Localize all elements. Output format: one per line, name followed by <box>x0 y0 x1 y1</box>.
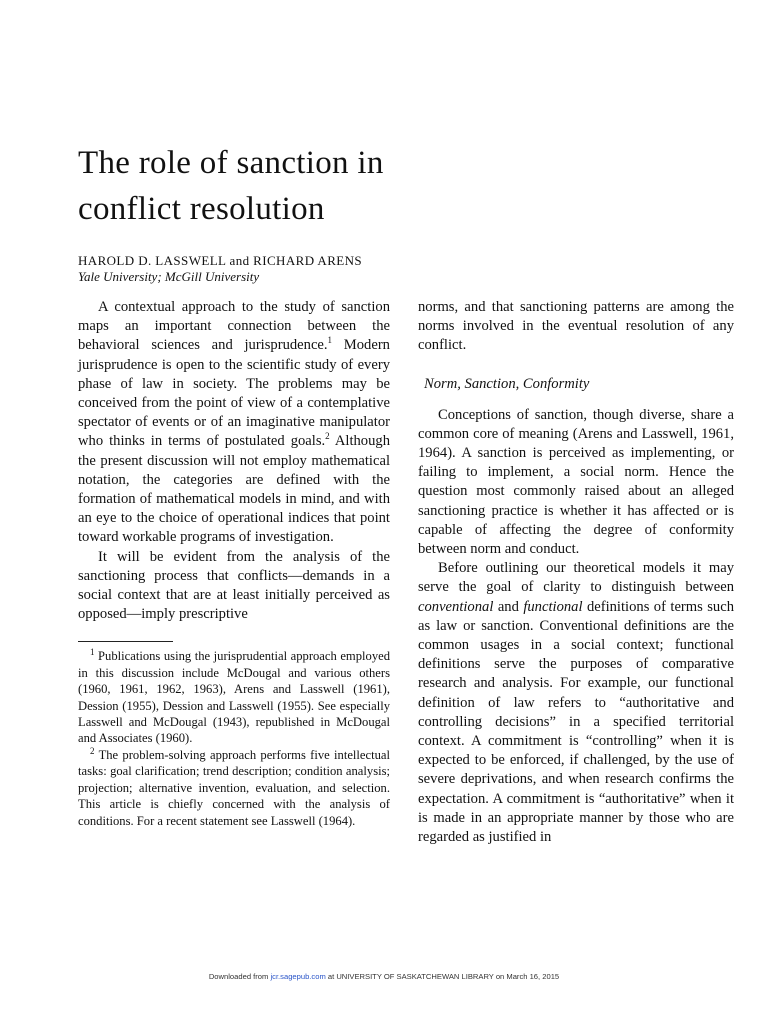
paragraph-continued: norms, and that sanctioning patterns are among the norms involved in the eventual resolution of any conflict. <box>418 299 734 354</box>
footnote-2-mark: 2 <box>90 745 95 756</box>
paragraph-conflicts: It will be evident from the analysis of the sanctioning process that conflicts—demands in a social context that are at least initially perceived as opposed—imply prescriptive <box>78 548 390 623</box>
footnote-divider <box>78 641 173 642</box>
title-line-1: The role of sanction in <box>78 145 384 181</box>
left-column <box>78 298 390 829</box>
paragraph-definitions <box>418 559 734 847</box>
footnote-ref-1: 1 <box>327 335 333 346</box>
intro-text-c: Although the present discussion will not employ mathematical notation, the categories are defined with the formation of mathematical models in mind, and with an eye to the choice of operational indices that point toward workable programs of investigation. <box>78 433 390 546</box>
footnote-ref-2: 2 <box>325 431 330 442</box>
article-title <box>78 140 698 232</box>
paragraph-conceptions: Conceptions of sanction, though diverse, share a common core of meaning (Arens and Lasswell, 1961, 1964). A sanction is perceived as implementing, or failing to implement, a social norm. Hence the question most commonly raised about an alleged sanctioning practice is whether it has affected or is capable of affecting the degree of conformity between norm and conduct. <box>418 406 734 558</box>
footnote-2-text: The problem-solving approach performs five intellectual tasks: goal clarification; trend description; condition analysis; projection; alternative invention, evaluation, and selection. This article is chiefly concerned with the analysis of conditions. For a recent statement see Lasswell (1964). <box>78 747 390 828</box>
intro-text-a: A contextual approach to the study of sanction maps an important connection between the behavioral sciences and jurisprudence. <box>78 299 390 354</box>
footnote-1-mark: 1 <box>90 647 95 658</box>
footer-link[interactable]: jcr.sagepub.com <box>270 972 326 981</box>
footnote-2 <box>78 747 390 829</box>
title-line-2: conflict resolution <box>78 191 325 227</box>
section-heading: Norm, Sanction, Conformity <box>424 375 590 392</box>
intro-text-b: Modern jurisprudence is open to the scientific study of every phase of law in society. The problems may be conceived from the point of view of a contemplative spectator of events or of an imaginative manipulator who thinks in terms of postulated goals. <box>78 337 390 450</box>
author-affiliation: Yale University; McGill University <box>78 269 260 284</box>
footnote-1-text: Publications using the jurisprudential approach employed in this discussion include McDougal and various others (1960, 1961, 1962, 1963), Arens and Lasswell (1961), Dession (1955), Dession and Lasswell (1955). See especially Lasswell and McDougal (1943), republished in McDougal and Associates (1960). <box>78 649 390 746</box>
download-footer <box>0 972 768 981</box>
definitions-text-a: Before outlining our theoretical models it may serve the goal of clarity to distinguish between <box>418 560 734 596</box>
footer-prefix: Downloaded from <box>208 972 271 981</box>
author-names: HAROLD D. LASSWELL and RICHARD ARENS <box>78 253 363 268</box>
footnote-1 <box>78 648 390 746</box>
footer-suffix: at UNIVERSITY OF SASKATCHEWAN LIBRARY on March 16, 2015 <box>325 972 560 981</box>
definitions-text-c: definitions of terms such as law or sanction. Conventional definitions are the common usages in a social context; functional definitions serve the purposes of comparative research and analysis. For example, our functional definition of law refers to “authoritative and controlling decisions” in a specified territorial context. A commitment is “controlling” when it is expected to be enforced, if challenged, by the use of severe deprivations, and when research confirms the expectation. A commitment is “authoritative” when it is made in an appropriate manner by those who are regarded as justified in <box>418 598 734 846</box>
right-column <box>418 298 734 847</box>
paragraph-intro <box>78 298 390 548</box>
term-functional: functional <box>523 598 583 615</box>
definitions-text-b: and <box>493 598 524 615</box>
term-conventional: conventional <box>418 598 494 615</box>
